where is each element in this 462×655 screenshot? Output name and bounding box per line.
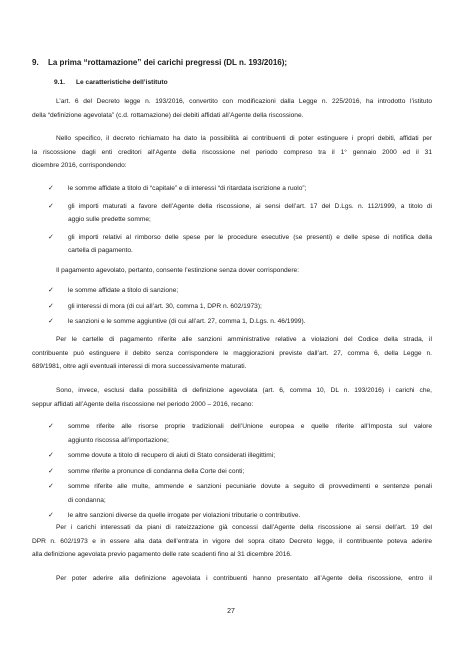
list-item (32, 284, 432, 298)
paragraph-line: Per le cartelle di pagamento riferite alle sanzioni amministrative relative a violazioni del Codice della strada, il (56, 336, 432, 343)
list-item-line: somme riferite a pronunce di condanna della Corte dei conti; (68, 467, 245, 475)
list-item-line: cartella di pagamento. (68, 247, 133, 254)
list-item-line: le somme affidate a titolo di sanzione; (68, 287, 179, 294)
paragraph-5 (32, 384, 432, 411)
list-item-line: gli importi maturati a favore dell’Agente della riscossione, ai sensi dell’art. 17 del D.Lgs. n. 112/1999, a titolo di (68, 202, 432, 210)
checkmark-icon: ✓ (48, 302, 54, 310)
checkmark-icon: ✓ (48, 512, 54, 519)
page-number: 27 (227, 608, 235, 615)
paragraph-1 (32, 95, 432, 122)
subsection-number: 9.1. (54, 79, 65, 86)
checkmark-icon: ✓ (48, 318, 54, 325)
paragraph-line: L’art. 6 del Decreto legge n. 193/2016, convertito con modificazioni dalla Legge n. 225/2016, ha introdotto l’istituto (56, 98, 432, 105)
paragraph-line: contribuente può estinguere il debito senza corrispondere le maggiorazioni previste dall’art. 27, comma 6, della Legge n. (32, 349, 432, 357)
paragraph-4 (32, 333, 432, 374)
list-item-line: somme riferite alle multe, ammende e sanzioni pecuniarie dovute a seguito di provvedimenti e sentenze penali (68, 483, 432, 490)
checkmark-icon: ✓ (48, 233, 54, 241)
paragraph-7 (32, 572, 432, 586)
paragraph-2 (32, 132, 432, 173)
list-item (32, 449, 432, 463)
list-item-line: le somme affidate a titolo di “capitale” e di interessi “di ritardata iscrizione a ruolo”; (68, 185, 307, 192)
paragraph-line: Sono, invece, esclusi dalla possibilità di definizione agevolata (art. 6, comma 10, DL n. 193/2016) i carichi che, (56, 387, 432, 394)
section-title: La prima “rottamazione” dei carichi pregressi (DL n. 193/2016); (48, 58, 288, 67)
checkmark-icon: ✓ (48, 423, 54, 430)
paragraph-line: della “definizione agevolata” (c.d. rottamazione) dei debiti affidati all’Agente della riscossione. (32, 111, 304, 119)
list-item-line: gli importi relativi al rimborso delle spese per le procedure esecutive (se presenti) e delle spese di notifica della (68, 233, 432, 241)
section-heading (32, 58, 287, 67)
paragraph-line: Per i carichi interessati da piani di rateizzazione già concessi dall’Agente della riscossione ai sensi dell’art. 19 del (56, 524, 432, 531)
list-item (32, 480, 432, 507)
checkmark-icon: ✓ (48, 467, 54, 475)
paragraph-line: DPR n. 602/1973 e in essere alla data dell’entrata in vigore del sopra citato Decreto legge, il contribuente poteva aderire (32, 537, 432, 545)
list-item (32, 315, 432, 329)
paragraph-line: Il pagamento agevolato, pertanto, consente l’estinzione senza dover corrispondere: (56, 267, 300, 274)
checkmark-icon: ✓ (48, 483, 54, 490)
paragraph-line: Per poter aderire alla definizione agevolata i contribuenti hanno presentato all’Agente della riscossione, entro il (56, 575, 432, 582)
checkmark-icon: ✓ (48, 185, 54, 192)
paragraph-line: seppur affidati all’Agente della riscossione nel periodo 2000 – 2016, recano: (32, 400, 254, 408)
subsection-heading (54, 79, 168, 86)
paragraph-line: dicembre 2016, corrispondendo: (32, 162, 127, 169)
paragraph-line: Nello specifico, il decreto richiamato ha dato la possibilità ai contribuenti di poter estinguere i propri debiti, affidati per (56, 135, 432, 142)
paragraph-line: la riscossione dagli enti creditori all’Agente della riscossione nel periodo compreso tra il 1° gennaio 2000 ed il 31 (32, 148, 432, 156)
list-item-line: di condanna; (68, 496, 106, 504)
list-item (32, 200, 432, 227)
checkmark-icon: ✓ (48, 452, 54, 459)
list-item-line: somme riferite alle risorse proprie tradizionali dell’Unione europea e quelle riferite all’Imposta sul valore (68, 423, 432, 430)
paragraph-line: alla definizione agevolata previo pagamento delle rate scadenti fino al 31 dicembre 2016. (32, 551, 292, 558)
list-item-line: le sanzioni e le somme aggiuntive (di cui all’art. 27, comma 1, D.Lgs. n. 46/1999). (68, 318, 306, 325)
list-item (32, 231, 432, 258)
list-item-line: le altre sanzioni diverse da quelle irrogate per violazioni tributarie o contributive. (68, 512, 301, 519)
list-item-line: somme dovute a titolo di recupero di aiuti di Stato considerati illegittimi; (68, 452, 276, 459)
paragraph-3 (32, 264, 432, 278)
list-item-line: aggiunto riscossa all’importazione; (68, 436, 169, 444)
list-item (32, 300, 432, 314)
list-item (32, 182, 432, 196)
section-number: 9. (32, 58, 39, 67)
list-2 (32, 284, 432, 329)
paragraph-line: 689/1981, oltre agli eventuali interessi di mora successivamente maturati. (32, 363, 247, 370)
subsection-title: Le caratteristiche dell’istituto (76, 79, 168, 86)
list-item (32, 420, 432, 447)
paragraph-6 (32, 521, 432, 562)
checkmark-icon: ✓ (48, 202, 54, 210)
list-item (32, 465, 432, 479)
checkmark-icon: ✓ (48, 287, 54, 294)
list-1 (32, 182, 432, 258)
list-item-line: aggio sulle predette somme; (68, 216, 151, 223)
list-item-line: gli interessi di mora (di cui all’art. 30, comma 1, DPR n. 602/1973); (68, 302, 262, 310)
list-3 (32, 420, 432, 523)
